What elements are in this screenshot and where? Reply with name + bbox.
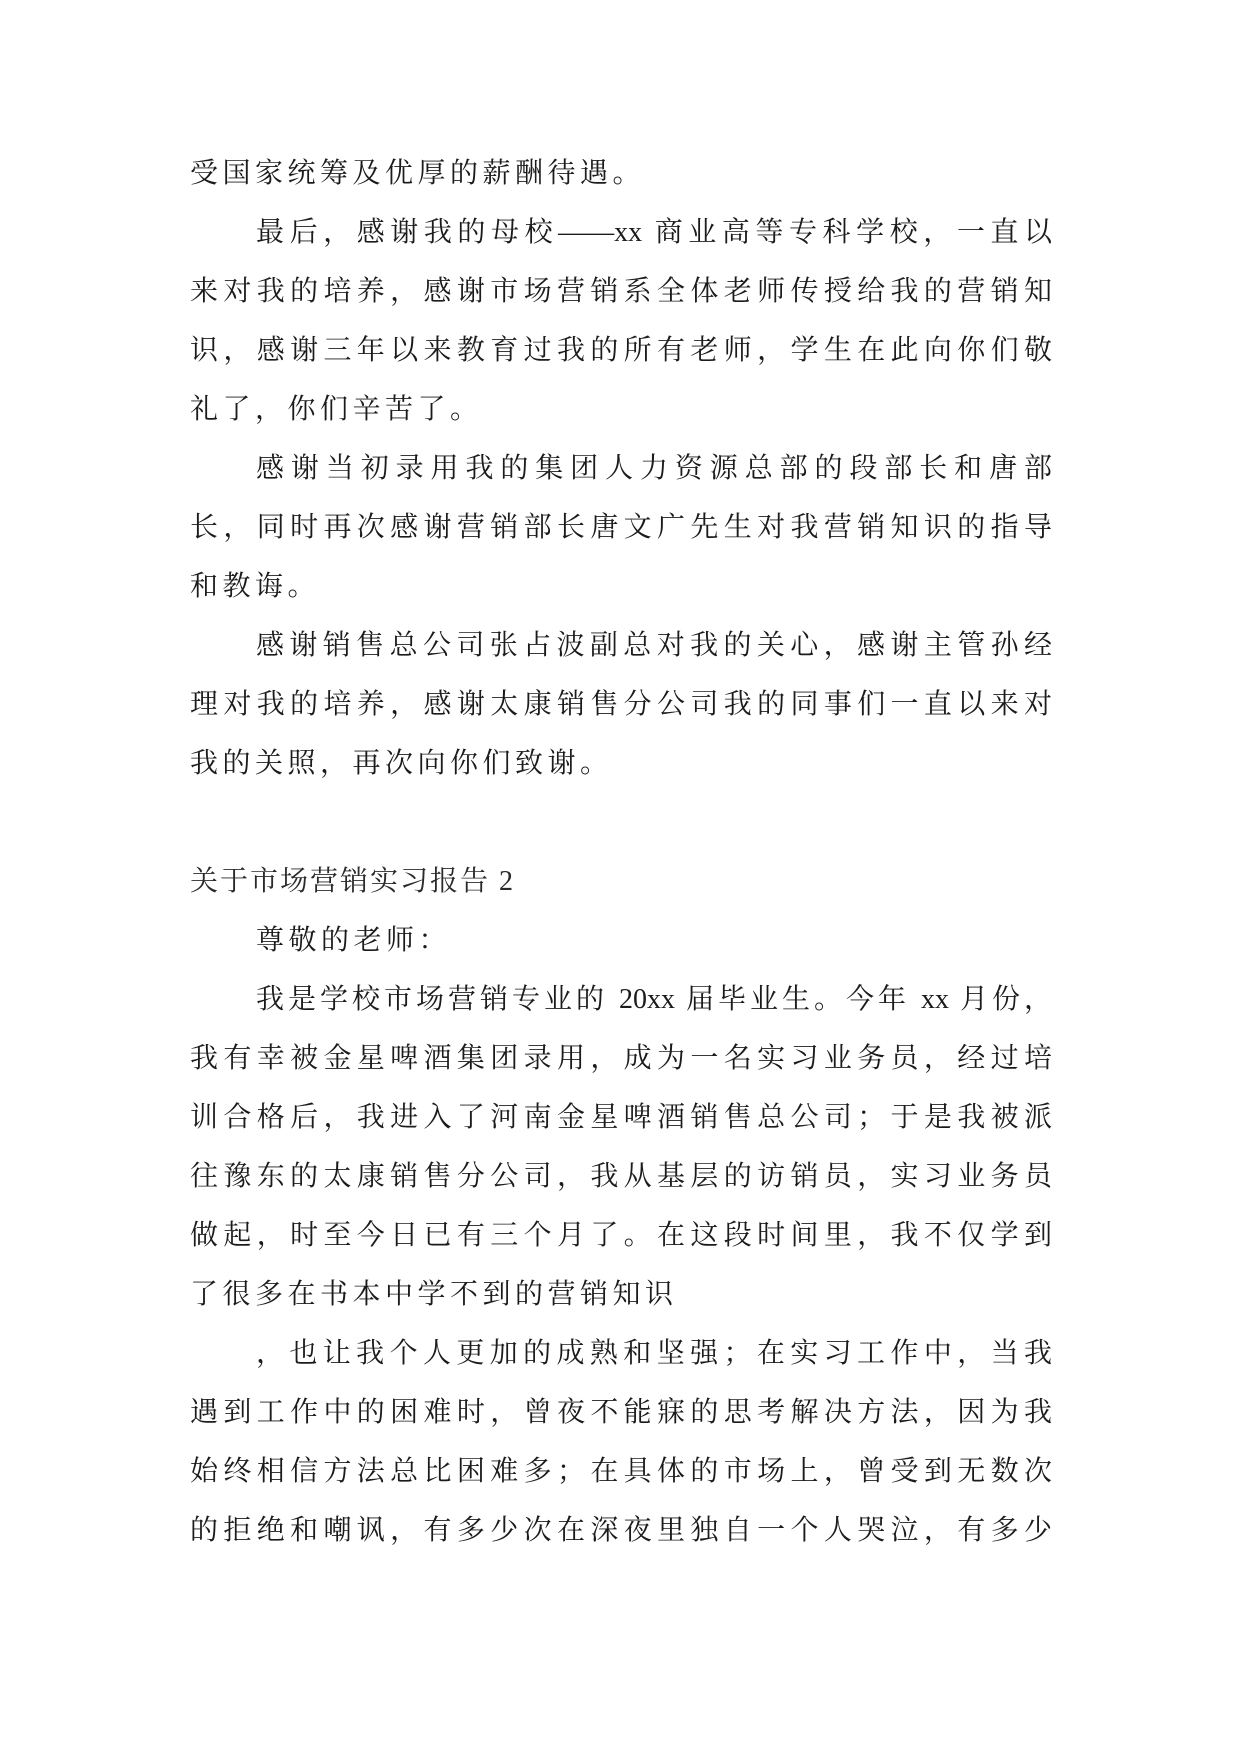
text-line: 感谢销售总公司张占波副总对我的关心，感谢主管孙经 [256, 630, 1052, 661]
text-line: 了很多在书本中学不到的营销知识 [190, 1279, 678, 1310]
text-line: 往豫东的太康销售分公司，我从基层的访销员，实习业务员 [190, 1161, 1052, 1192]
paragraph [190, 203, 1052, 439]
text-line: 识，感谢三年以来教育过我的所有老师，学生在此向你们敬 [190, 335, 1052, 366]
text-line: 长，同时再次感谢营销部长唐文广先生对我营销知识的指导 [190, 512, 1052, 543]
paragraph [190, 1324, 1052, 1560]
text-line: 最后，感谢我的母校——xx 商业高等专科学校，一直以 [256, 217, 1052, 248]
text-line: 我有幸被金星啤酒集团录用，成为一名实习业务员，经过培 [190, 1043, 1052, 1074]
text-line: 我的关照，再次向你们致谢。 [190, 748, 613, 779]
text-line: 训合格后，我进入了河南金星啤酒销售总公司；于是我被派 [190, 1102, 1052, 1133]
text-line: 遇到工作中的困难时，曾夜不能寐的思考解决方法，因为我 [190, 1397, 1052, 1428]
text-line: 我是学校市场营销专业的 20xx 届毕业生。今年 xx 月份， [256, 984, 1052, 1015]
text-line: 受国家统筹及优厚的薪酬待遇。 [190, 158, 646, 189]
text-line: 和教诲。 [190, 571, 321, 602]
paragraph [190, 970, 1052, 1324]
text-line: 感谢当初录用我的集团人力资源总部的段部长和唐部 [256, 453, 1052, 484]
paragraph [190, 144, 1052, 203]
salutation: 尊敬的老师： [256, 925, 452, 956]
paragraph [190, 439, 1052, 616]
text-line: 理对我的培养，感谢太康销售分公司我的同事们一直以来对 [190, 689, 1052, 720]
paragraph [190, 911, 1052, 970]
document-body [190, 144, 1052, 1560]
text-line: ，也让我个人更加的成熟和坚强；在实习工作中，当我 [256, 1338, 1052, 1369]
text-line: 来对我的培养，感谢市场营销系全体老师传授给我的营销知 [190, 276, 1052, 307]
text-line: 做起，时至今日已有三个月了。在这段时间里，我不仅学到 [190, 1220, 1052, 1251]
section-heading: 关于市场营销实习报告 2 [190, 866, 516, 897]
text-line: 始终相信方法总比困难多；在具体的市场上，曾受到无数次 [190, 1456, 1052, 1487]
paragraph [190, 616, 1052, 793]
text-line: 礼了，你们辛苦了。 [190, 394, 483, 425]
section-gap [190, 793, 1052, 852]
text-line: 的拒绝和嘲讽，有多少次在深夜里独自一个人哭泣，有多少 [190, 1515, 1052, 1546]
